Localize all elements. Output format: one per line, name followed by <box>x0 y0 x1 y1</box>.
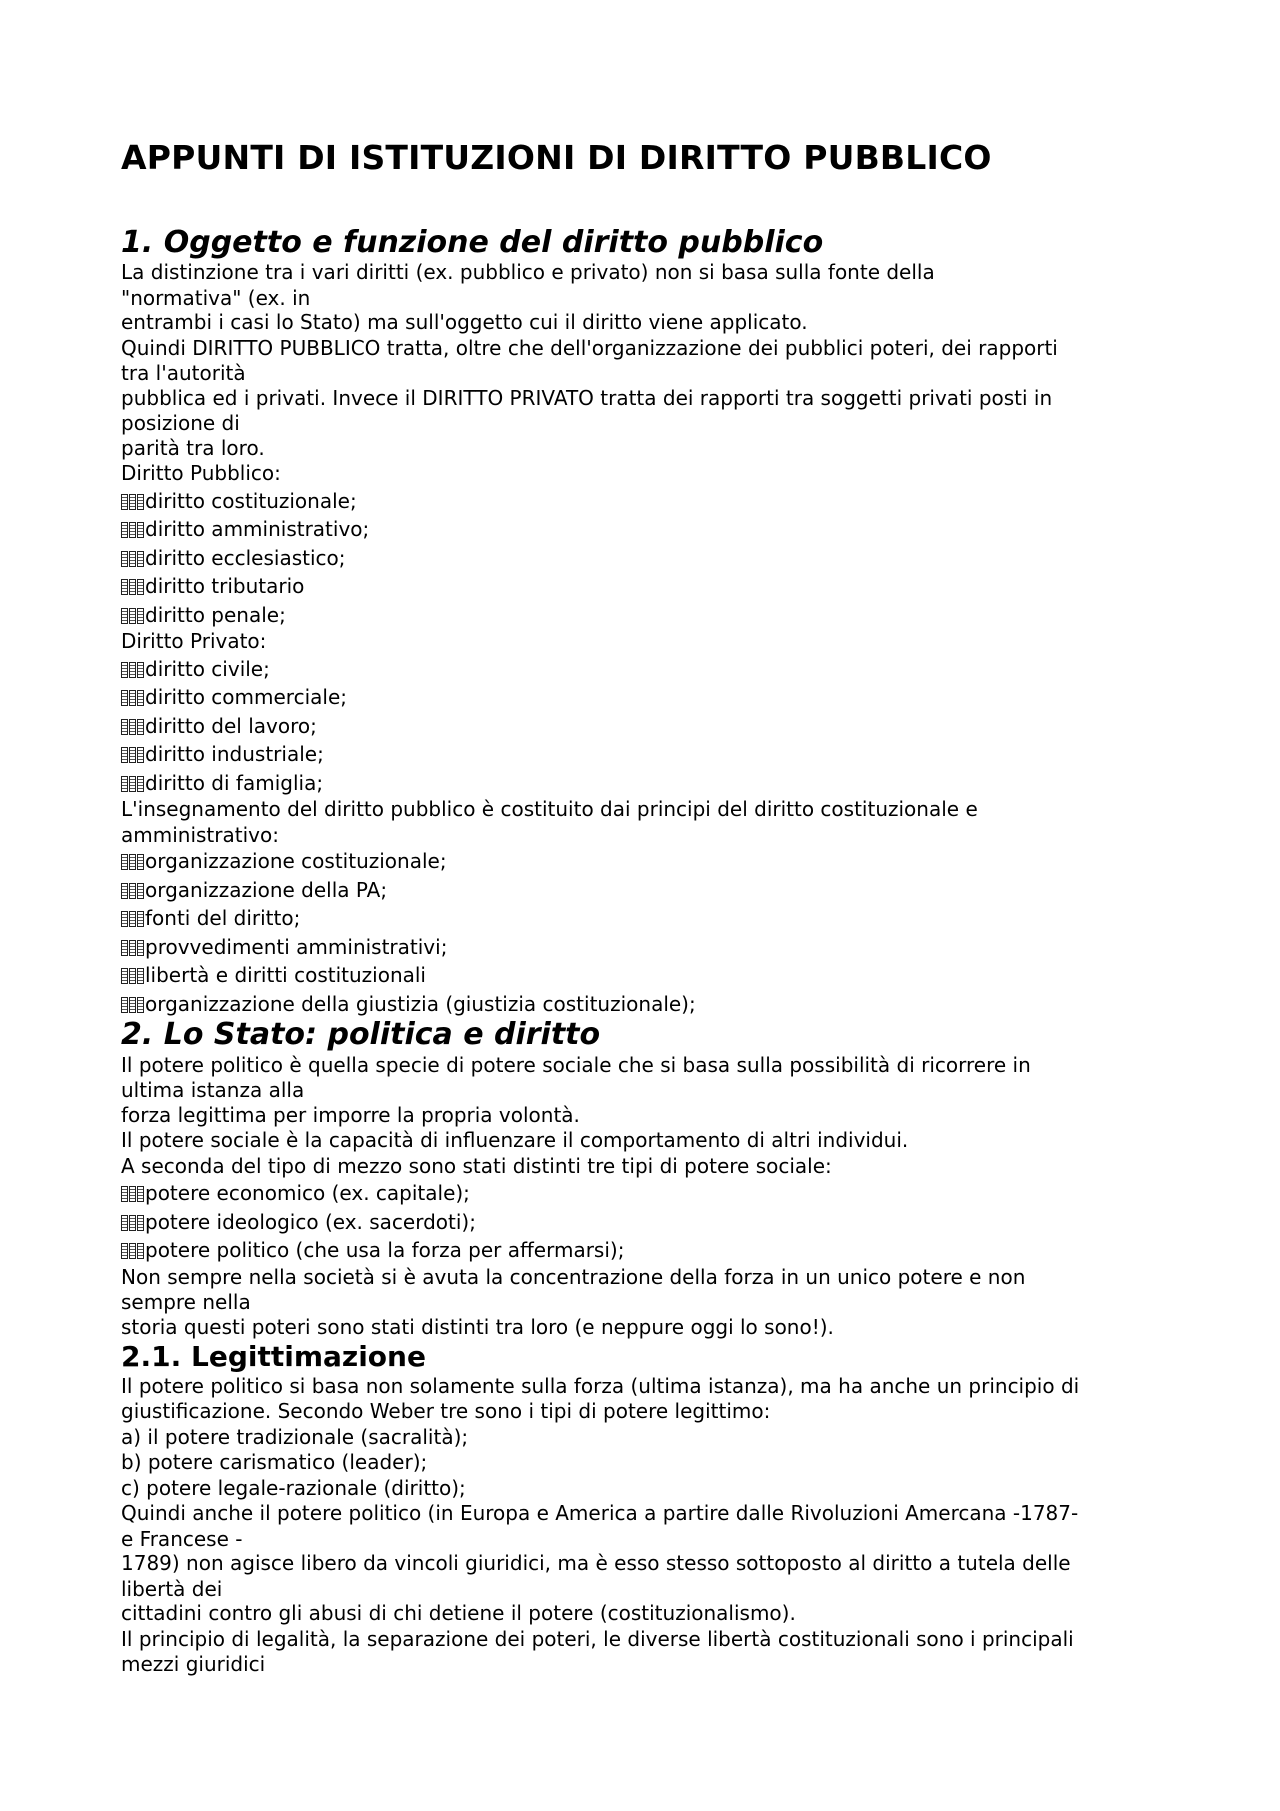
text-line: cittadini contro gli abusi di chi detiene il potere (costituzionalismo). <box>121 1601 796 1626</box>
text-line: pubblica ed i privati. Invece il DIRITTO PRIVATO tratta dei rapporti tra soggetti privati posti in <box>121 385 1053 410</box>
list-item-text: potere economico (ex. capitale); <box>145 1181 470 1206</box>
section-1-paragraph <box>121 260 1181 487</box>
list-item-text: diritto commerciale; <box>145 685 348 710</box>
document-page <box>121 138 1181 1677</box>
text-line: tra l'autorità <box>121 361 246 386</box>
list-item <box>121 961 1181 990</box>
text-line: a) il potere tradizionale (sacralità); <box>121 1424 469 1449</box>
spacer <box>121 178 1181 226</box>
list-item <box>121 487 1181 516</box>
list-item-text: libertà e diritti costituzionali <box>145 963 426 988</box>
text-line: Il principio di legalità, la separazione dei poteri, le diverse libertà costituzionali sono i principali <box>121 1626 1074 1651</box>
list-item-text: diritto amministrativo; <box>145 517 370 542</box>
list-item <box>121 990 1181 1019</box>
insegnamento-paragraph <box>121 797 1181 847</box>
text-line: Quindi DIRITTO PUBBLICO tratta, oltre che dell'organizzazione dei pubblici poteri, dei rapporti <box>121 335 1058 360</box>
text-line: A seconda del tipo di mezzo sono stati distinti tre tipi di potere sociale: <box>121 1153 832 1178</box>
text-line: libertà dei <box>121 1576 223 1601</box>
section-2-heading: 2. Lo Stato: politica e diritto <box>121 1017 601 1053</box>
text-line: 1789) non agisce libero da vincoli giuridici, ma è esso stesso sottoposto al diritto a tutela delle <box>121 1551 1071 1576</box>
list-item-text: fonti del diritto; <box>145 906 301 931</box>
section-2-1-heading: 2.1. Legittimazione <box>121 1340 426 1374</box>
list-item-text: diritto penale; <box>145 602 286 627</box>
text-line: mezzi giuridici <box>121 1652 266 1677</box>
list-item <box>121 1236 1181 1265</box>
text-line: parità tra loro. <box>121 435 265 460</box>
text-line: Non sempre nella società si è avuta la concentrazione della forza in un unico potere e non <box>121 1264 1026 1289</box>
list-item-text: organizzazione della giustizia (giustizia costituzionale); <box>145 991 696 1016</box>
text-line: sempre nella <box>121 1290 251 1315</box>
text-line: Il potere sociale è la capacità di influenzare il comportamento di altri individui. <box>121 1128 909 1153</box>
list-item-text: potere politico (che usa la forza per affermarsi); <box>145 1238 625 1263</box>
list-item <box>121 740 1181 769</box>
section-2-paragraph <box>121 1053 1181 1180</box>
text-line: entrambi i casi lo Stato) ma sull'oggetto cui il diritto viene applicato. <box>121 310 808 335</box>
list-item-text: diritto costituzionale; <box>145 488 357 513</box>
list-item-text: provvedimenti amministrativi; <box>145 934 448 959</box>
text-line: Il potere politico si basa non solamente sulla forza (ultima istanza), ma ha anche un principio di <box>121 1373 1080 1398</box>
list-item-text: diritto ecclesiastico; <box>145 545 346 570</box>
potere-sociale-list <box>121 1179 1181 1265</box>
list-item <box>121 1179 1181 1208</box>
text-line: L'insegnamento del diritto pubblico è costituito dai principi del diritto costituzionale e <box>121 797 978 822</box>
list-item <box>121 769 1181 798</box>
insegnamento-list <box>121 847 1181 1018</box>
list-item <box>121 847 1181 876</box>
section-2-1-paragraph <box>121 1374 1181 1677</box>
list-item <box>121 572 1181 601</box>
text-line: giustificazione. Secondo Weber tre sono i tipi di potere legittimo: <box>121 1399 771 1424</box>
diritto-privato-label: Diritto Privato: <box>121 629 267 654</box>
text-line: storia questi poteri sono stati distinti tra loro (e neppure oggi lo sono!). <box>121 1314 834 1339</box>
list-item-text: diritto del lavoro; <box>145 713 317 738</box>
list-item-text: organizzazione costituzionale; <box>145 849 447 874</box>
list-item <box>121 655 1181 684</box>
list-item <box>121 904 1181 933</box>
list-item <box>121 876 1181 905</box>
list-item-text: diritto civile; <box>145 656 270 681</box>
list-item <box>121 712 1181 741</box>
list-item <box>121 544 1181 573</box>
text-line: La distinzione tra i vari diritti (ex. pubblico e privato) non si basa sulla fonte della <box>121 260 935 285</box>
list-item-text: potere ideologico (ex. sacerdoti); <box>145 1209 476 1234</box>
text-line: e Francese - <box>121 1526 243 1551</box>
text-line: Il potere politico è quella specie di potere sociale che si basa sulla possibilità di ricorrere in <box>121 1052 1031 1077</box>
text-line: "normativa" (ex. in <box>121 285 311 310</box>
list-item <box>121 601 1181 630</box>
list-item-text: organizzazione della PA; <box>145 877 388 902</box>
text-line: Diritto Pubblico: <box>121 461 281 486</box>
text-line: c) potere legale-razionale (diritto); <box>121 1475 466 1500</box>
list-item-text: diritto di famiglia; <box>145 770 324 795</box>
section-2-paragraph-2 <box>121 1265 1181 1341</box>
list-item-text: diritto industriale; <box>145 742 324 767</box>
text-line: forza legittima per imporre la propria volontà. <box>121 1102 580 1127</box>
text-line: amministrativo: <box>121 822 279 847</box>
section-1-heading: 1. Oggetto e funzione del diritto pubblico <box>121 224 824 260</box>
document-title: APPUNTI DI ISTITUZIONI DI DIRITTO PUBBLICO <box>121 138 992 177</box>
list-item <box>121 933 1181 962</box>
list-item <box>121 1208 1181 1237</box>
text-line: Quindi anche il potere politico (in Europa e America a partire dalle Rivoluzioni Amercana -1787- <box>121 1501 1079 1526</box>
text-line: posizione di <box>121 411 240 436</box>
diritto-pubblico-list <box>121 487 1181 630</box>
list-item-text: diritto tributario <box>145 574 305 599</box>
text-line: ultima istanza alla <box>121 1078 305 1103</box>
diritto-privato-list <box>121 655 1181 798</box>
list-item <box>121 515 1181 544</box>
list-item <box>121 683 1181 712</box>
text-line: b) potere carismatico (leader); <box>121 1450 428 1475</box>
